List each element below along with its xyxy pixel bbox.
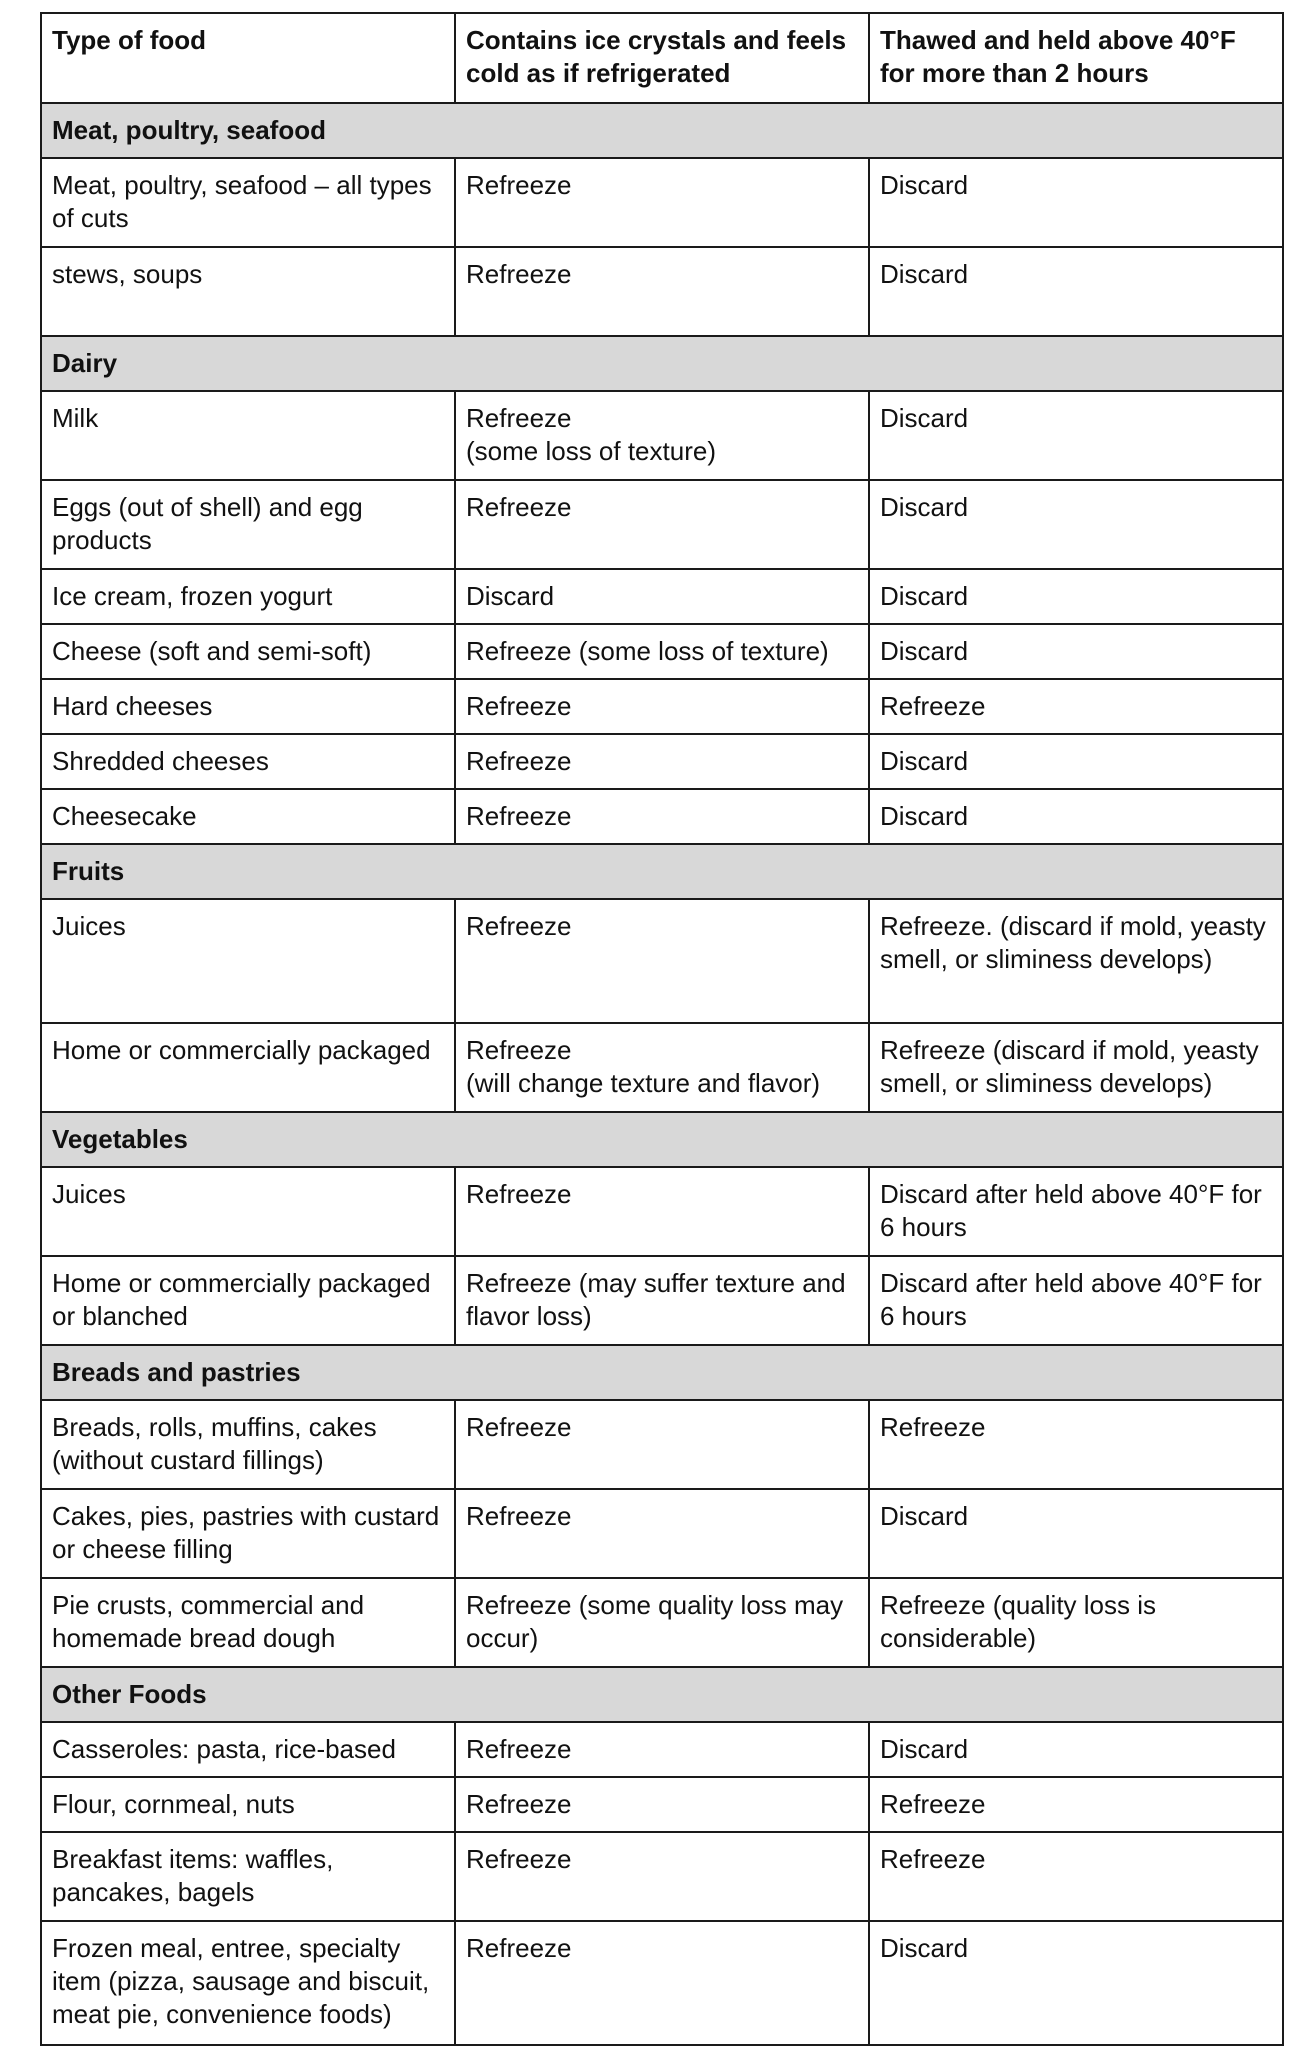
table-row [41,391,1283,480]
ice-crystals-action-cell: Refreeze [455,480,869,569]
thawed-action-cell: Refreeze [869,1400,1283,1489]
group-title: Meat, poultry, seafood [41,103,1283,158]
ice-crystals-action-cell: Refreeze [455,247,869,336]
table-row [41,569,1283,624]
thawed-action-cell: Refreeze [869,1832,1283,1921]
food-type-cell: Eggs (out of shell) and egg products [41,480,455,569]
group-title: Breads and pastries [41,1345,1283,1400]
food-refreeze-table [40,12,1284,2046]
ice-crystals-action-cell: Refreeze [455,1921,869,2045]
ice-crystals-action-cell: Refreeze [455,679,869,734]
group-title: Vegetables [41,1112,1283,1167]
food-type-cell: Milk [41,391,455,480]
header-ice-crystals: Contains ice crystals and feels cold as if refrigerated [455,13,869,103]
ice-crystals-action-cell: Refreeze (may suffer texture and flavor loss) [455,1256,869,1345]
food-type-cell: Casseroles: pasta, rice-based [41,1722,455,1777]
thawed-action-cell: Discard after held above 40°F for 6 hours [869,1256,1283,1345]
ice-crystals-action-cell: Refreeze (some loss of texture) [455,391,869,480]
thawed-action-cell: Discard [869,569,1283,624]
ice-crystals-action-cell: Refreeze [455,1167,869,1256]
table-row [41,624,1283,679]
thawed-action-cell: Discard [869,1722,1283,1777]
thawed-action-cell: Discard [869,480,1283,569]
food-type-cell: Ice cream, frozen yogurt [41,569,455,624]
ice-crystals-action-cell: Refreeze (some loss of texture) [455,624,869,679]
thawed-action-cell: Discard [869,624,1283,679]
ice-crystals-action-cell: Refreeze (some quality loss may occur) [455,1578,869,1667]
food-type-cell: Meat, poultry, seafood – all types of cuts [41,158,455,247]
ice-crystals-action-cell: Refreeze (will change texture and flavor) [455,1023,869,1112]
food-type-cell: Cakes, pies, pastries with custard or cheese filling [41,1489,455,1578]
food-type-cell: Frozen meal, entree, specialty item (pizza, sausage and biscuit, meat pie, convenience foods) [41,1921,455,2045]
table-row [41,1256,1283,1345]
food-type-cell: Breakfast items: waffles, pancakes, bagels [41,1832,455,1921]
food-type-cell: Cheese (soft and semi-soft) [41,624,455,679]
table-row [41,1023,1283,1112]
thawed-action-cell: Discard [869,391,1283,480]
table-row [41,679,1283,734]
ice-crystals-action-cell: Discard [455,569,869,624]
ice-crystals-action-cell: Refreeze [455,789,869,844]
ice-crystals-action-cell: Refreeze [455,1489,869,1578]
header-type-of-food: Type of food [41,13,455,103]
table-body [41,103,1283,2045]
table-row [41,480,1283,569]
thawed-action-cell: Refreeze (quality loss is considerable) [869,1578,1283,1667]
thawed-action-cell: Discard [869,789,1283,844]
table-row [41,734,1283,789]
table-header-row [41,13,1283,103]
table-row [41,899,1283,1023]
ice-crystals-action-cell: Refreeze [455,158,869,247]
thawed-action-cell: Discard [869,158,1283,247]
food-type-cell: Juices [41,1167,455,1256]
group-header-row [41,1345,1283,1400]
group-header-row [41,844,1283,899]
table-row [41,789,1283,844]
table-row [41,1921,1283,2045]
ice-crystals-action-cell: Refreeze [455,1400,869,1489]
food-type-cell: Hard cheeses [41,679,455,734]
table-row [41,1489,1283,1578]
group-header-row [41,336,1283,391]
food-type-cell: Pie crusts, commercial and homemade bread dough [41,1578,455,1667]
thawed-action-cell: Discard [869,734,1283,789]
table-row [41,1578,1283,1667]
thawed-action-cell: Discard after held above 40°F for 6 hours [869,1167,1283,1256]
thawed-action-cell: Refreeze [869,1777,1283,1832]
thawed-action-cell: Refreeze. (discard if mold, yeasty smell, or sliminess develops) [869,899,1283,1023]
table-row [41,1722,1283,1777]
group-title: Fruits [41,844,1283,899]
table-row [41,1400,1283,1489]
group-header-row [41,1667,1283,1722]
food-type-cell: Home or commercially packaged or blanched [41,1256,455,1345]
table-row [41,1832,1283,1921]
food-type-cell: Cheesecake [41,789,455,844]
group-header-row [41,1112,1283,1167]
food-type-cell: Shredded cheeses [41,734,455,789]
food-type-cell: Flour, cornmeal, nuts [41,1777,455,1832]
food-type-cell: Home or commercially packaged [41,1023,455,1112]
thawed-action-cell: Discard [869,247,1283,336]
group-title: Dairy [41,336,1283,391]
food-type-cell: stews, soups [41,247,455,336]
header-thawed: Thawed and held above 40°F for more than 2 hours [869,13,1283,103]
ice-crystals-action-cell: Refreeze [455,899,869,1023]
thawed-action-cell: Refreeze (discard if mold, yeasty smell, or sliminess develops) [869,1023,1283,1112]
thawed-action-cell: Discard [869,1489,1283,1578]
ice-crystals-action-cell: Refreeze [455,1777,869,1832]
ice-crystals-action-cell: Refreeze [455,734,869,789]
table-row [41,247,1283,336]
group-header-row [41,103,1283,158]
food-type-cell: Juices [41,899,455,1023]
table-row [41,158,1283,247]
thawed-action-cell: Discard [869,1921,1283,2045]
ice-crystals-action-cell: Refreeze [455,1722,869,1777]
food-type-cell: Breads, rolls, muffins, cakes (without custard fillings) [41,1400,455,1489]
group-title: Other Foods [41,1667,1283,1722]
ice-crystals-action-cell: Refreeze [455,1832,869,1921]
table-row [41,1167,1283,1256]
table-row [41,1777,1283,1832]
thawed-action-cell: Refreeze [869,679,1283,734]
